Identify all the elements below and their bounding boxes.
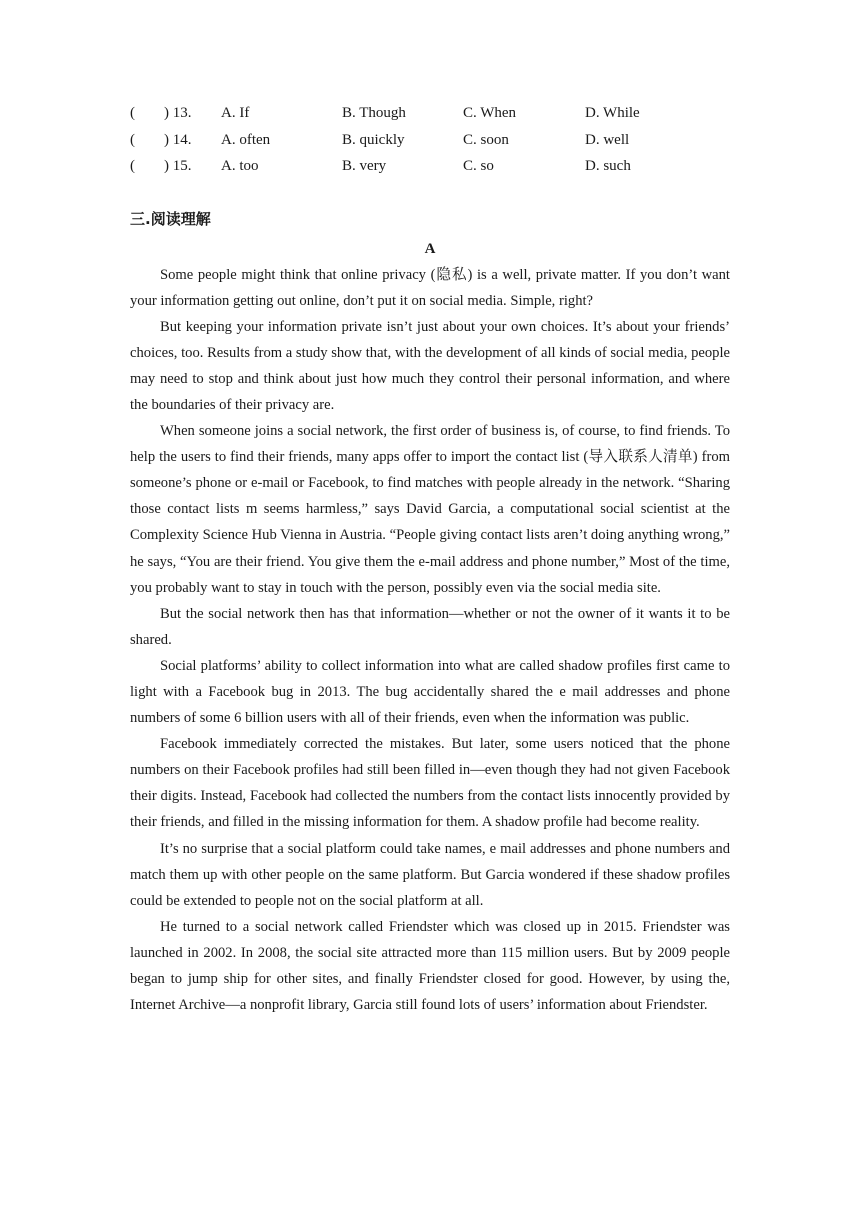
option-d: D. such [585,158,631,174]
choice-row-15 [130,153,730,180]
paragraph: But keeping your information private isn’t just about your own choices. It’s about your friends’ choices, too. Results from a study show that, with the development of all kinds of social media, people may need to stop and think about just how much they control their personal information, and where the boundaries of their privacy are. [130,318,730,413]
option-a: A. If [221,105,250,121]
option-c: C. soon [463,131,509,148]
paragraph: Social platforms’ ability to collect information into what are called shadow profiles first came to light with a Facebook bug in 2013. The bug accidentally shared the e mail addresses and phone numbers of some 6 billion users with all of their friends, even when the information was public. [130,657,730,727]
paragraph: It’s no surprise that a social platform could take names, e mail addresses and phone numbers and match them up with other people on the same platform. But Garcia wondered if these shadow profiles could be extended to people not on the social platform at all. [130,840,730,909]
document-page [130,100,730,1018]
choice-row-14 [130,127,730,154]
question-number: ) 13. [164,105,192,121]
answer-blank: ( [130,158,135,174]
option-a: A. too [221,158,259,174]
option-d: D. While [585,105,640,121]
section-heading: 三.阅读理解 [130,209,211,228]
question-number: ) 15. [164,158,192,174]
option-d: D. well [585,131,630,148]
reading-passage [130,262,730,1019]
passage-title: A [424,240,436,257]
option-b: B. quickly [342,131,405,148]
answer-blank: ( [130,105,135,121]
option-b: B. Though [342,105,406,121]
paragraph: Some people might think that online privacy (隐私) is a well, private matter. If you don’t want your information getting out online, don’t put it on social media. Simple, right? [130,266,730,309]
paragraph: Facebook immediately corrected the mistakes. But later, some users noticed that the phone numbers on their Facebook profiles had still been filled in—even though they had not given Facebook their digits. Instead, Facebook had collected the numbers from the contact lists innocently provided by their friends, and filled in the missing information for them. A shadow profile had become reality. [130,736,730,831]
question-number: ) 14. [164,131,192,148]
option-c: C. When [463,105,517,121]
answer-blank: ( [130,131,135,148]
option-a: A. often [221,131,271,148]
paragraph: He turned to a social network called Friendster which was closed up in 2015. Friendster was launched in 2002. In 2008, the social site attracted more than 115 million users. But by 2009 people began to jump ship for other sites, and finally Friendster closed for good. However, by using the, Internet Archive—a nonprofit library, Garcia still found lots of users’ information about Friendster. [130,918,730,1014]
paragraph: But the social network then has that information—whether or not the owner of it wants it to be shared. [130,605,730,648]
option-b: B. very [342,158,387,174]
choice-row-13 [130,100,730,127]
option-c: C. so [463,158,494,174]
multiple-choice-list [130,100,730,180]
paragraph: When someone joins a social network, the first order of business is, of course, to find friends. To help the users to find their friends, many apps offer to import the contact list (导入联系人清单) from someone’s phone or e-mail or Facebook, to find matches with people already in the network. “Sharing those contact lists m seems harmless,” says David Garcia, a computational social scientist at the Complexity Science Hub Vienna in Austria. “People giving contact lists aren’t doing anything wrong,” he says, “You are their friend. You give them the e-mail address and phone number,” Most of the time, you probably want to stay in touch with the person, possibly even via the social media site. [130,423,730,596]
